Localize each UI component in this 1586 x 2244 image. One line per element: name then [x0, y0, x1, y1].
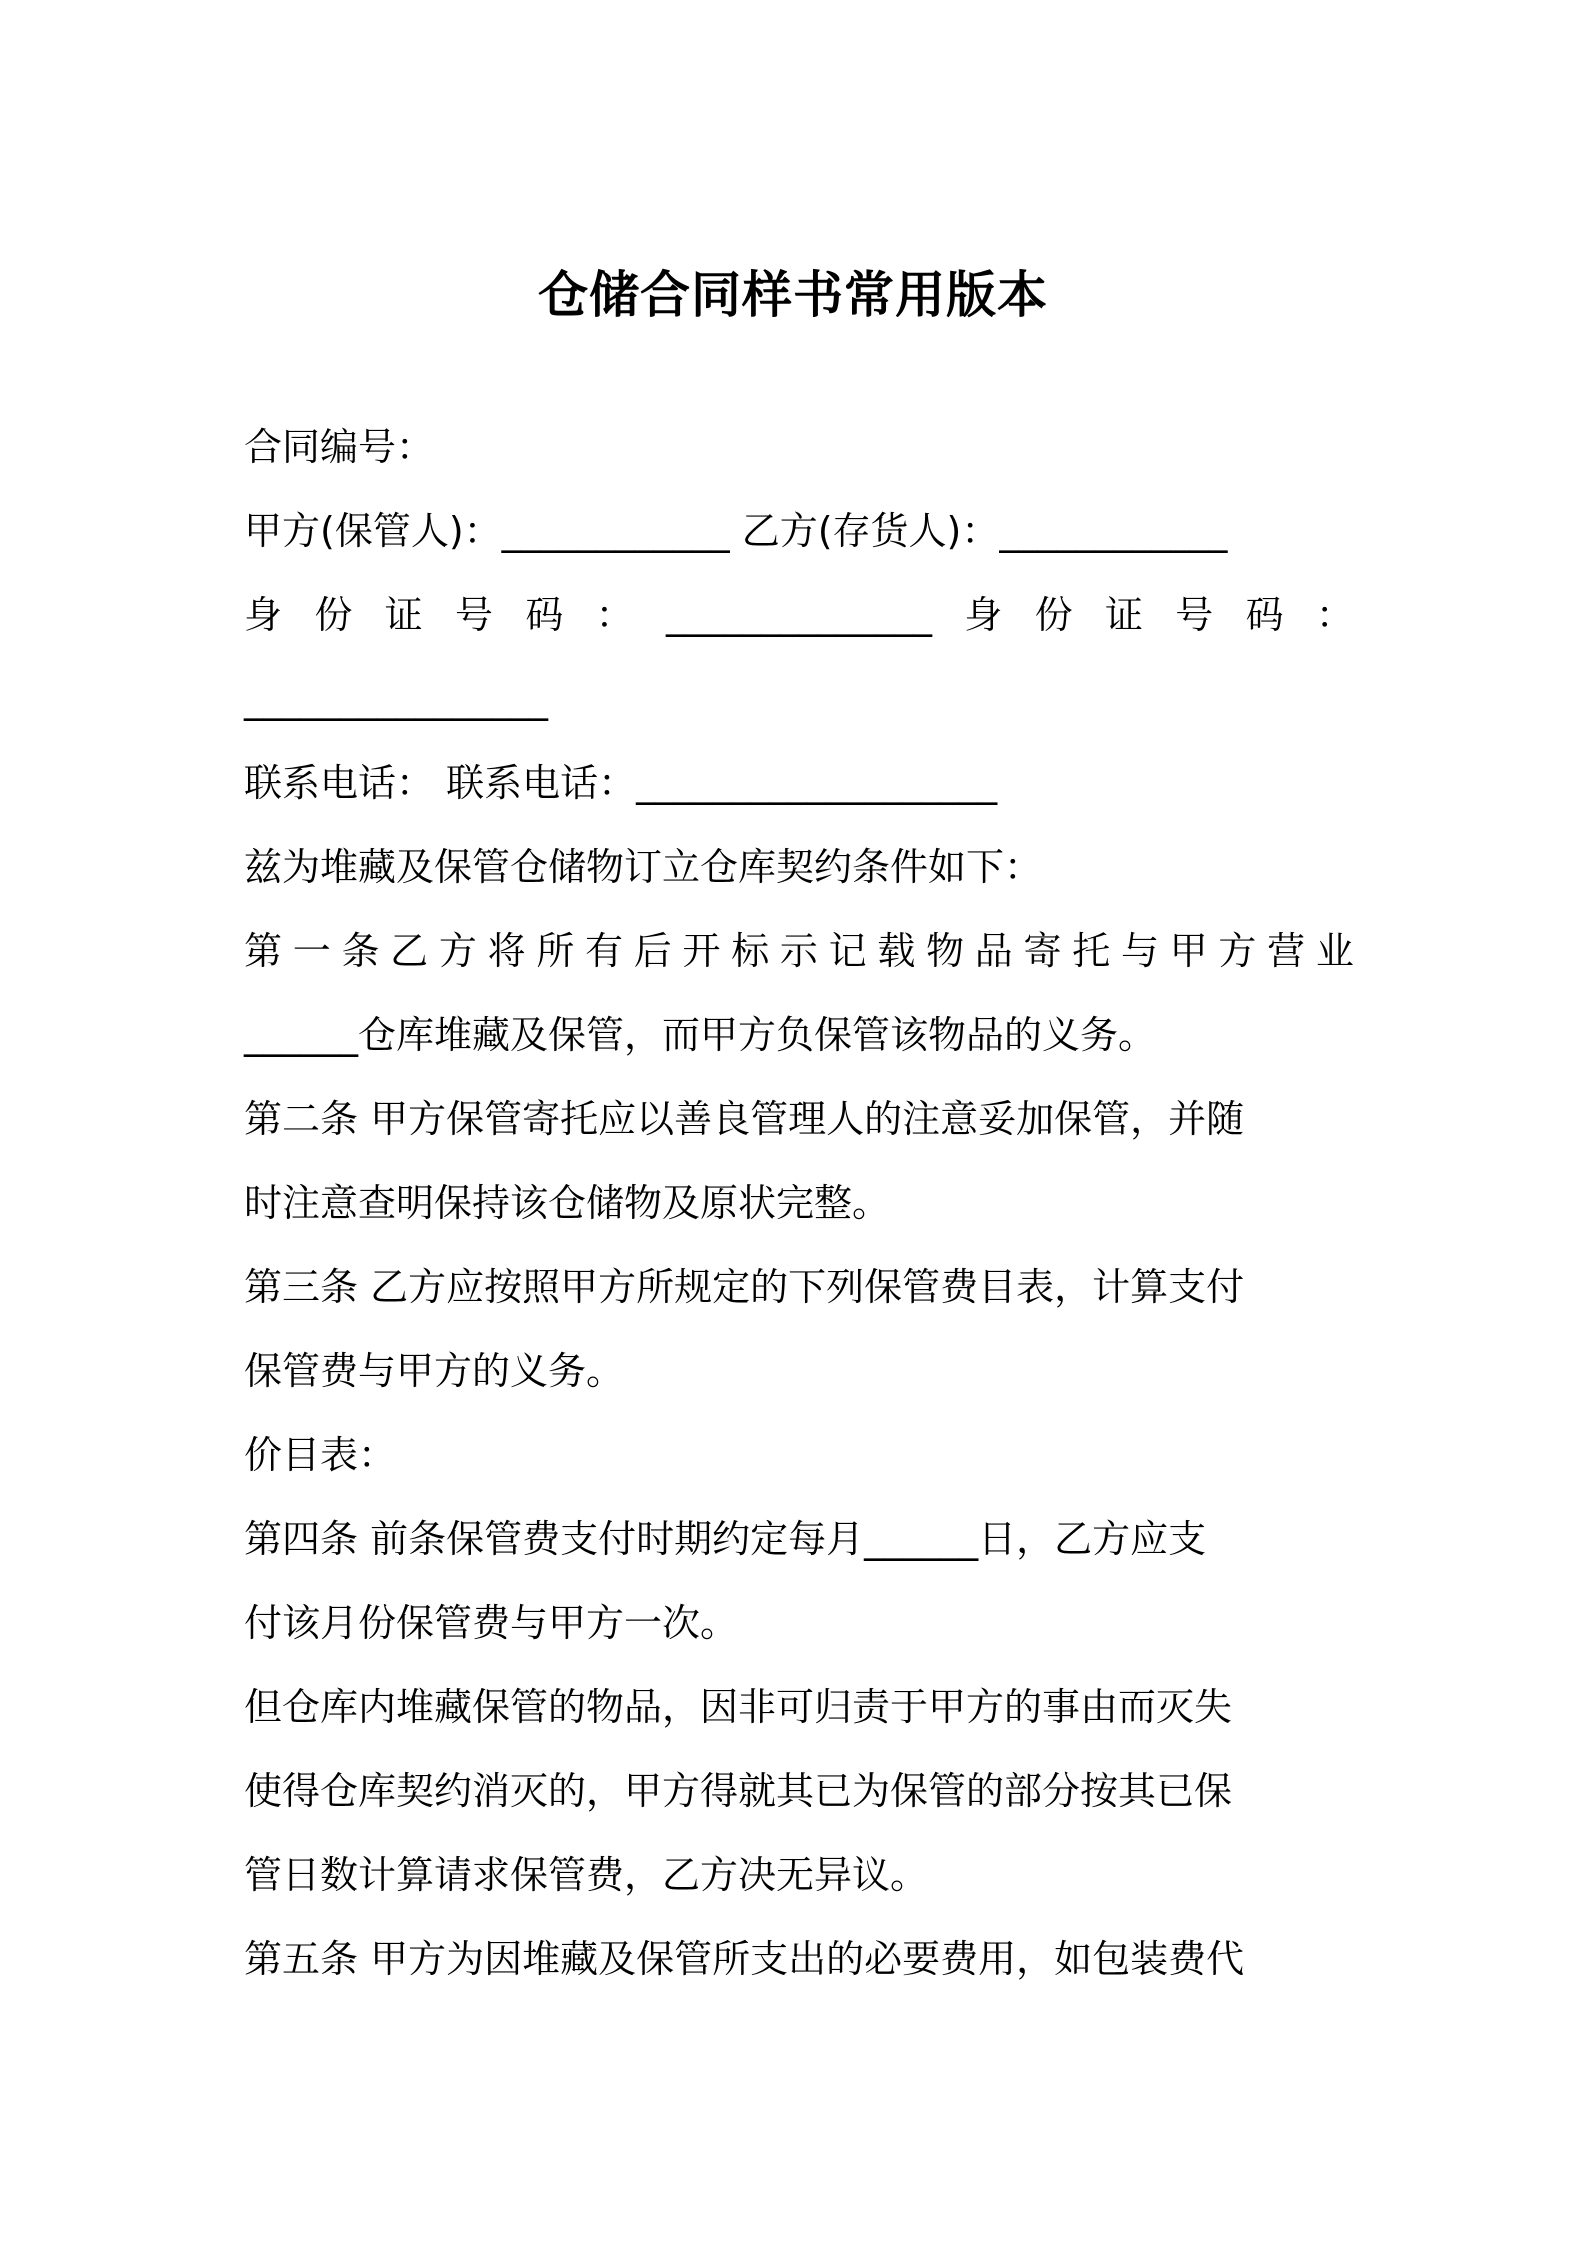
article-char: 将 — [487, 929, 526, 973]
article-1-line-2: ______仓库堆藏及保管，而甲方负保管该物品的义务。 — [244, 1013, 1157, 1057]
article-char: 托 — [1072, 929, 1111, 973]
article-char: 所 — [536, 929, 575, 973]
article-4-line-1: 第四条 前条保管费支付时期约定每月______日，乙方应支 — [244, 1517, 1207, 1561]
article-char: 方 — [1218, 929, 1257, 973]
article-4-line-2: 付该月份保管费与甲方一次。 — [244, 1601, 739, 1645]
id-char: 证 — [1104, 593, 1143, 637]
article-char: 甲 — [1169, 929, 1208, 973]
article-char: 与 — [1120, 929, 1159, 973]
id-char: 码 — [1245, 593, 1284, 637]
id-char: 证 — [384, 593, 423, 637]
article-char: 记 — [828, 929, 867, 973]
article-char: 乙 — [390, 929, 429, 973]
id-char: 份 — [314, 593, 353, 637]
article-char: 物 — [926, 929, 965, 973]
id-char: ： — [1315, 593, 1354, 637]
article-5-line-1: 第五条 甲方为因堆藏及保管所支出的必要费用，如包装费代 — [244, 1937, 1245, 1981]
note-line-1: 但仓库内堆藏保管的物品，因非可归责于甲方的事由而灭失 — [244, 1685, 1233, 1729]
article-2-line-1: 第二条 甲方保管寄托应以善良管理人的注意妥加保管，并随 — [244, 1097, 1245, 1141]
note-line-2: 使得仓库契约消灭的，甲方得就其已为保管的部分按其已保 — [244, 1769, 1233, 1813]
phone-line: 联系电话： 联系电话：___________________ — [244, 761, 998, 805]
article-char: 开 — [682, 929, 721, 973]
article-char: 营 — [1267, 929, 1306, 973]
article-char: 示 — [779, 929, 818, 973]
id-number-line — [244, 573, 1354, 657]
id-number-blank-line: ________________ — [244, 677, 548, 721]
article-char: 一 — [292, 929, 331, 973]
id-char: 号 — [454, 593, 493, 637]
price-table-heading: 价目表： — [244, 1433, 397, 1477]
article-char: 载 — [877, 929, 916, 973]
document-body — [244, 405, 1354, 2001]
id-char: 份 — [1034, 593, 1073, 637]
id-char: 码 — [525, 593, 564, 637]
id-char: 身 — [244, 593, 283, 637]
note-line-3: 管日数计算请求保管费，乙方决无异议。 — [244, 1853, 929, 1897]
article-char: 后 — [633, 929, 672, 973]
article-char: 有 — [585, 929, 624, 973]
id-blank: ______________ — [665, 593, 932, 637]
preamble-line: 兹为堆藏及保管仓储物订立仓库契约条件如下： — [244, 845, 1043, 889]
id-char: 身 — [964, 593, 1003, 637]
id-char: 号 — [1175, 593, 1214, 637]
article-3-line-2: 保管费与甲方的义务。 — [244, 1349, 625, 1393]
article-char: 标 — [731, 929, 770, 973]
article-char: 方 — [438, 929, 477, 973]
article-char: 品 — [974, 929, 1013, 973]
contract-number-line: 合同编号： — [244, 425, 435, 469]
id-char: ： — [595, 593, 634, 637]
article-2-line-2: 时注意查明保持该仓储物及原状完整。 — [244, 1181, 891, 1225]
parties-line: 甲方(保管人)：____________ 乙方(存货人)：____________ — [244, 509, 1228, 553]
article-char: 寄 — [1023, 929, 1062, 973]
document-title: 仓储合同样书常用版本 — [538, 266, 1048, 324]
article-char: 条 — [341, 929, 380, 973]
article-1-line-1 — [244, 909, 1354, 993]
article-char: 业 — [1315, 929, 1354, 973]
article-char: 第 — [244, 929, 283, 973]
article-3-line-1: 第三条 乙方应按照甲方所规定的下列保管费目表，计算支付 — [244, 1265, 1245, 1309]
